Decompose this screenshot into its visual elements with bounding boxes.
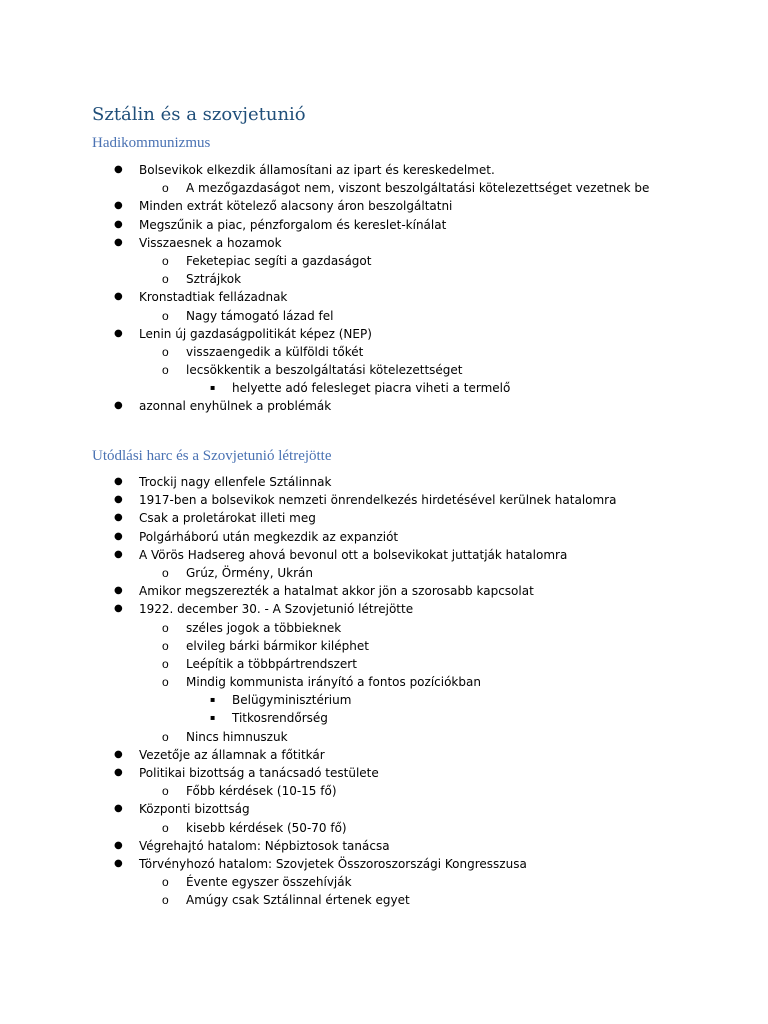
circle-bullet-icon: o (162, 729, 169, 744)
list-item-text: Törvényhozó hatalom: Szovjetek Összoroszországi Kongresszusa (139, 856, 527, 871)
section-heading-utodlasi-harc: Utódlási harc és a Szovjetunió létrejötte (92, 448, 332, 464)
bullet-icon: ● (114, 857, 123, 869)
bullet-icon: ● (114, 748, 123, 760)
list-item-text: Vezetője az államnak a főtitkár (139, 747, 325, 762)
list-item-text: kisebb kérdések (50-70 fő) (186, 820, 347, 835)
circle-bullet-icon: o (162, 784, 169, 799)
list-item-text: Évente egyszer összehívják (186, 875, 352, 890)
list-item-text: visszaengedik a külföldi tőkét (186, 344, 364, 359)
list-item-text: Titkosrendőrség (232, 711, 328, 726)
bullet-icon: ● (114, 200, 123, 212)
bullet-icon: ● (114, 839, 123, 851)
list-item-text: Politikai bizottság a tanácsadó testülete (139, 766, 379, 780)
list-item-text: Nincs himnuszuk (186, 729, 288, 744)
bullet-icon: ● (114, 236, 123, 248)
list-item-text: Mindig kommunista irányító a fontos pozíciókban (186, 675, 481, 690)
bullet-icon: ● (114, 530, 123, 542)
circle-bullet-icon: o (162, 253, 169, 268)
circle-bullet-icon: o (162, 820, 169, 835)
circle-bullet-icon: o (162, 565, 169, 580)
list-item-text: Amikor megszerezték a hatalmat akkor jön a szorosabb kapcsolat (139, 584, 534, 599)
bullet-icon: ● (114, 400, 123, 412)
list-item-text: A mezőgazdaságot nem, viszont beszolgáltatási kötelezettséget vezetnek be (186, 181, 650, 196)
circle-bullet-icon: o (162, 638, 169, 653)
circle-bullet-icon: o (162, 181, 169, 196)
section-heading-hadikommunizmus: Hadikommunizmus (92, 135, 211, 151)
circle-bullet-icon: o (162, 893, 169, 908)
square-bullet-icon: ▪ (210, 695, 216, 705)
circle-bullet-icon: o (162, 308, 169, 323)
list-item-text: Bolsevikok elkezdik államosítani az ipart és kereskedelmet. (139, 163, 495, 177)
bullet-icon: ● (114, 476, 123, 487)
bullet-icon: ● (114, 585, 123, 597)
circle-bullet-icon: o (162, 344, 169, 359)
bullet-icon: ● (114, 803, 123, 815)
list-item-text: lecsökkentik a beszolgáltatási kötelezettséget (186, 363, 463, 378)
circle-bullet-icon: o (162, 272, 169, 287)
list-item-text: Főbb kérdések (10-15 fő) (186, 784, 337, 799)
circle-bullet-icon: o (162, 675, 169, 690)
square-bullet-icon: ▪ (210, 713, 216, 723)
list-item-text: elvileg bárki bármikor kiléphet (186, 638, 369, 653)
list-item-text: Minden extrát kötelező alacsony áron beszolgáltatni (139, 199, 453, 214)
list-item-text: Lenin új gazdaságpolitikát képez (NEP) (139, 326, 372, 341)
bullet-icon: ● (114, 291, 123, 303)
bullet-icon: ● (114, 327, 123, 339)
list-item-text: Belügyminisztérium (232, 693, 352, 708)
list-item-text: Kronstadtiak fellázadnak (139, 290, 288, 305)
list-item-text: Amúgy csak Sztálinnal értenek egyet (186, 893, 410, 908)
list-item-text: Visszaesnek a hozamok (139, 235, 282, 250)
list-item-text: 1922. december 30. - A Szovjetunió létrejötte (139, 602, 414, 617)
list-item-text: Leépítik a többpártrendszert (186, 656, 357, 671)
list-item-text: Megszűnik a piac, pénzforgalom és kereslet-kínálat (139, 217, 447, 232)
circle-bullet-icon: o (162, 875, 169, 890)
document-title: Sztálin és a szovjetunió (92, 104, 306, 125)
list-item-text: Végrehajtó hatalom: Népbiztosok tanácsa (139, 838, 390, 853)
bullet-icon: ● (114, 603, 123, 615)
list-item-text: Polgárháború után megkezdik az expanziót (139, 529, 399, 544)
bullet-icon: ● (114, 164, 123, 175)
list-item-text: helyette adó felesleget piacra viheti a termelő (232, 381, 511, 396)
list-item-text: 1917-ben a bolsevikok nemzeti önrendelkezés hirdetésével kerülnek hatalomra (139, 493, 617, 508)
list-item-text: Sztrájkok (186, 272, 242, 287)
circle-bullet-icon: o (162, 363, 169, 378)
bullet-icon: ● (114, 512, 123, 524)
bullet-icon: ● (114, 548, 123, 560)
bullet-icon: ● (114, 218, 123, 230)
list-item-text: A Vörös Hadsereg ahová bevonul ott a bolsevikokat juttatják hatalomra (139, 547, 568, 562)
list-item-text: Grúz, Örmény, Ukrán (186, 565, 313, 580)
list-item-text: azonnal enyhülnek a problémák (139, 399, 332, 414)
list-item-text: Csak a proletárokat illeti meg (139, 511, 316, 526)
circle-bullet-icon: o (162, 656, 169, 671)
list-item-text: Nagy támogató lázad fel (186, 308, 334, 323)
list-item-text: Trockij nagy ellenfele Sztálinnak (139, 475, 332, 489)
list-item-text: széles jogok a többieknek (186, 620, 342, 635)
list-item-text: Feketepiac segíti a gazdaságot (186, 253, 372, 268)
circle-bullet-icon: o (162, 620, 169, 635)
list-item-text: Központi bizottság (139, 802, 250, 817)
square-bullet-icon: ▪ (210, 383, 216, 393)
bullet-icon: ● (114, 494, 123, 506)
bullet-icon: ● (114, 767, 123, 778)
